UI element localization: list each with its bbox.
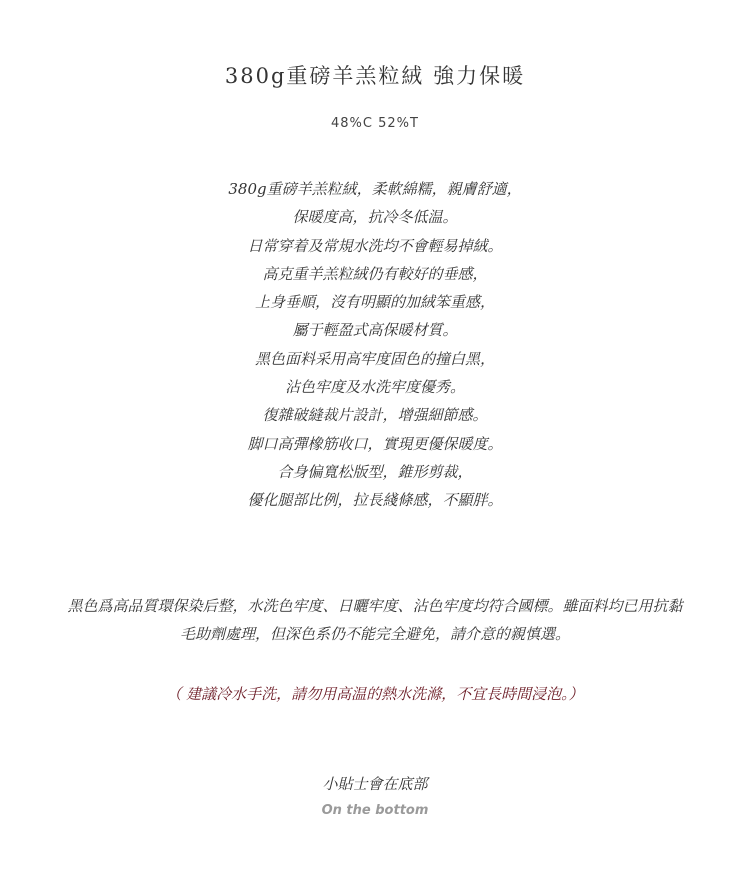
tip-heading: 小貼士會在底部: [322, 775, 428, 793]
description-line: 合身偏寬松版型，錐形剪裁，: [277, 462, 473, 481]
description-line: 上身垂順，沒有明顯的加絨笨重感，: [254, 293, 495, 312]
product-title: 380g重磅羊羔粒絨 強力保暖: [224, 64, 526, 88]
description-line: 黑色面料采用高牢度固色的撞白黑，: [254, 349, 495, 368]
tip-subheading-en: On the bottom: [321, 803, 429, 818]
description-line: 保暖度高，抗冷冬低温。: [292, 208, 458, 227]
notice-line: 黑色爲高品質環保染后整，水洗色牢度、日曬牢度、沾色牢度均符合國標。雖面料均已用抗黏: [67, 597, 683, 615]
description-line: 復雜破縫裁片設計，增强細節感。: [262, 406, 488, 425]
washing-warning: （ 建議冷水手洗，請勿用高温的熱水洗滌，不宜長時間浸泡。）: [166, 685, 584, 703]
description-list: [0, 175, 750, 515]
description-line: 優化腿部比例，拉長綫條感，不顯胖。: [247, 491, 503, 510]
color-fastness-notice: [0, 592, 750, 648]
description-line: 380g重磅羊羔粒絨，柔軟綿糯，親膚舒適，: [228, 180, 522, 198]
description-line: 沾色牢度及水洗牢度優秀。: [284, 378, 465, 397]
notice-line: 毛助劑處理，但深色系仍不能完全避免，請介意的親慎選。: [179, 625, 570, 643]
description-line: 脚口高彈橡筋收口，實現更優保暖度。: [247, 434, 503, 453]
description-line: 高克重羊羔粒絨仍有較好的垂感，: [262, 264, 488, 283]
description-line: 日常穿着及常規水洗均不會輕易掉絨。: [247, 236, 503, 255]
fabric-composition: 48%C 52%T: [331, 116, 419, 131]
description-line: 屬于輕盈式高保暖材質。: [292, 321, 458, 340]
